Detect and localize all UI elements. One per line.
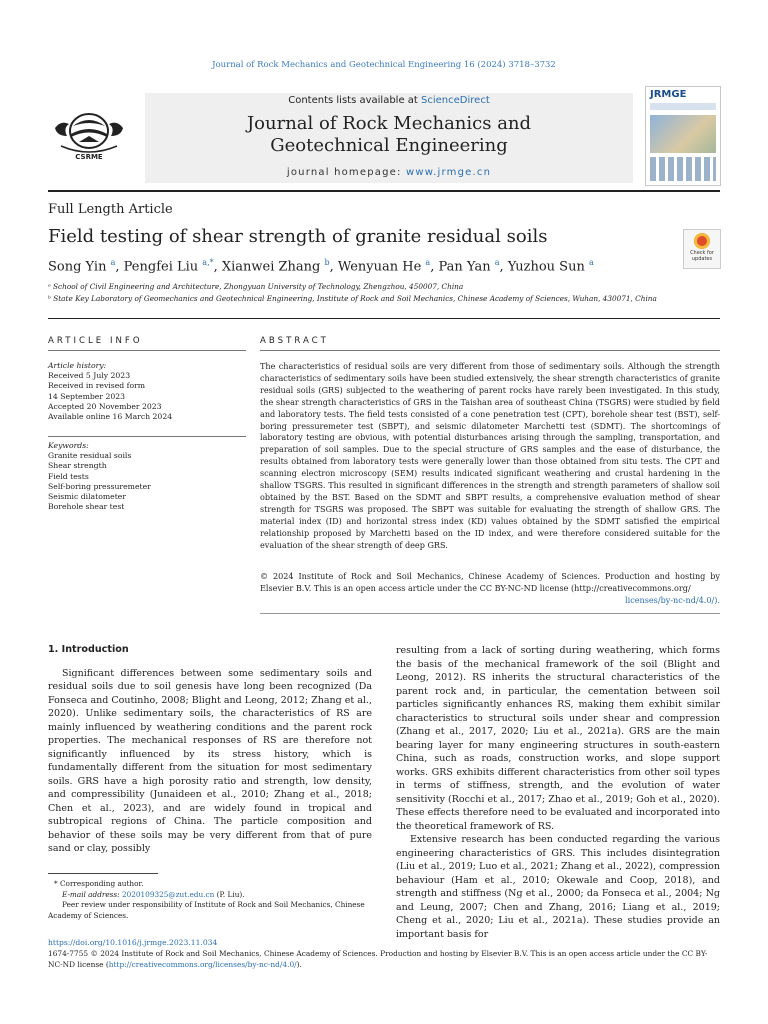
author-affiliation-marker[interactable]: a,* (202, 258, 214, 267)
author-affiliation-marker[interactable]: b (324, 258, 330, 267)
email-suffix: (P. Liu). (216, 889, 245, 899)
keyword: Field tests (48, 471, 89, 481)
history-divider (48, 436, 246, 437)
history-item: Available online 16 March 2024 (48, 412, 173, 422)
abstract-heading: ABSTRACT (260, 336, 329, 346)
homepage-link[interactable]: www.jrmge.cn (405, 167, 492, 178)
license-url[interactable]: http://creativecommons.org/licenses/by-nc-nd/4.0/ (108, 959, 297, 969)
abstract-copyright (260, 571, 720, 607)
cover-title: JRMGE (650, 89, 687, 100)
body-column-left (48, 643, 372, 856)
history-item: Received 5 July 2023 (48, 371, 131, 381)
license-statement (48, 949, 720, 970)
sciencedirect-link[interactable]: ScienceDirect (421, 95, 490, 106)
contents-prefix: Contents lists available at (288, 95, 418, 106)
journal-homepage (145, 167, 633, 178)
check-for-updates-button[interactable] (683, 229, 721, 269)
peer-review-note: Peer review under responsibility of Institute of Rock and Soil Mechanics, Chinese Academy of Sciences. (48, 900, 365, 920)
journal-title (145, 113, 633, 157)
license-text: 1674-7755 © 2024 Institute of Rock and Soil Mechanics, Chinese Academy of Sciences. Production and hosting by Elsevier B.V. This is an open access article under the CC BY-NC-ND license ( (48, 949, 708, 969)
body-paragraph: Significant differences between some sedimentary soils and residual soils due to soil genesis have long been recognized (Da Fonseca and Coutinho, 2008; Blight and Leong, 2012; Zhang et al., 2020). Unlike sedimentary soils, the characteristics of RS are mainly influenced by weathering conditions and the parent rock properties. The mechanical responses of RS are therefore not significantly influenced by its stress history, which is fundamentally different from the situation for most sedimentary soils. GRS have a high porosity ratio and strength, low density, and compressibility (Junaideen et al., 2010; Zhang et al., 2018; Chen et al., 2023), and are widely found in tropical and subtropical regions of China. The particle composition and behavior of these soils may be very different from that of pure sand or clay, possibly (48, 667, 372, 854)
footnotes (48, 879, 372, 921)
cover-band (650, 103, 716, 110)
keyword: Shear strength (48, 461, 107, 471)
header-rule (48, 190, 720, 192)
body-column-right (396, 644, 720, 941)
author-affiliation-marker[interactable]: a (588, 258, 594, 267)
homepage-prefix: journal homepage: (286, 167, 402, 178)
email-link[interactable]: 2020109325@zut.edu.cn (121, 889, 215, 899)
csrme-logo (45, 106, 133, 166)
keyword: Granite residual soils (48, 451, 132, 461)
license-end: ). (296, 959, 302, 969)
abstract-rule (260, 350, 720, 351)
history-label: Article history: (48, 361, 107, 370)
author-affiliation-marker[interactable]: a (425, 258, 431, 267)
journal-title-line2: Geotechnical Engineering (270, 135, 508, 156)
section-heading: 1. Introduction (48, 644, 129, 655)
body-paragraph: Extensive research has been conducted regarding the various engineering characteristics of GRS. This includes disintegration (Liu et al., 2019; Luo et al., 2021; Zhang et al., 2022), compression behaviour (Ham et al., 2010; Okewale and Coop, 2018), and strength and stiffness (Ng et al., 2000; da Fonseca et al., 2004; Ng and Leung, 2007; Chen and Zhang, 2016; Liang et al., 2019; Cheng et al., 2020; Liu et al., 2021a). These studies provide an important basis for (396, 834, 720, 940)
info-rule (48, 318, 720, 319)
keywords-block (48, 441, 246, 512)
author-affiliation-marker[interactable]: a (110, 258, 116, 267)
email-label: E-mail address: (62, 889, 120, 899)
email-line (48, 890, 372, 901)
author-affiliation-marker[interactable]: a (494, 258, 500, 267)
author-name[interactable]: Pengfei Liu (123, 259, 199, 275)
license-link[interactable]: licenses/by-nc-nd/4.0/). (625, 594, 720, 605)
journal-citation[interactable]: Journal of Rock Mechanics and Geotechnical Engineering 16 (2024) 3718–3732 (212, 60, 556, 70)
check-updates-icon (694, 233, 710, 249)
affiliation-a: ᵃ School of Civil Engineering and Architecture, Zhongyuan University of Technology, Zhengzhou, 450007, China (48, 282, 464, 291)
footnote-rule (48, 873, 158, 874)
cover-thumbnails (650, 157, 716, 181)
doi-link[interactable]: https://doi.org/10.1016/j.jrmge.2023.11.034 (48, 938, 218, 947)
author-name[interactable]: Pan Yan (438, 259, 491, 275)
history-item: Received in revised form (48, 381, 146, 391)
abstract-text: The characteristics of residual soils are very different from those of sedimentary soils. Although the strength characteristics of sedimentary soils have been studied extensively, the shear strength characteristics of granite residual soils (GRS) subjected to the weathering of parent rocks have rarely been investigated. In this study, the shear strength characteristics of GRS in the Taishan area of southeast China (TSGRS) were studied by field and laboratory tests. The field tests consisted of a cone penetration test (CPT), borehole shear test (BST), self-boring pressuremeter test (SBPT), and seismic dilatometer Marchetti test (SDMT). The shortcomings of laboratory testing are obvious, with potential disturbances arising through the sampling, transportation, and preparation of soil samples. Due to the special structure of GRS samples and the ease of disturbance, the results obtained from laboratory tests were generally lower than those obtained from situ tests. The CPT and scanning electron microscopy (SEM) results indicated significant weathering and crustal hardening in the shallow TSGRS. This resulted in significant differences in the strength and strength parameters of shallow soil obtained by the BST. Based on the SDMT and SBPT results, a comprehensive evaluation method of shear strength for TSGRS was proposed. The SBPT was suitable for evaluating the strength of shallow GRS. The material index (ID) and horizontal stress index (KD) values obtained by the SDMT satisfied the empirical relationship proposed by Marchetti based on the ID index, and were therefore considered suitable for the evaluation of the shear strength of deep GRS. (260, 361, 720, 550)
check-updates-label: Check for updates (690, 250, 714, 262)
history-item: Accepted 20 November 2023 (48, 401, 162, 411)
abstract-end-rule (260, 613, 720, 614)
journal-title-line1: Journal of Rock Mechanics and (246, 113, 532, 134)
keyword: Seismic dilatometer (48, 492, 127, 502)
author-name[interactable]: Yuzhou Sun (507, 259, 585, 275)
article-type: Full Length Article (48, 202, 173, 217)
keywords-label: Keywords: (48, 441, 89, 450)
author-name[interactable]: Wenyuan He (337, 259, 422, 275)
keyword: Borehole shear test (48, 502, 125, 512)
keyword: Self-boring pressuremeter (48, 481, 151, 491)
author-name[interactable]: Xianwei Zhang (221, 259, 321, 275)
article-history (48, 361, 246, 422)
article-info-heading: ARTICLE INFO (48, 336, 143, 346)
csrme-logo-text: CSRME (75, 153, 103, 161)
corresponding-author-note: * Corresponding author. (54, 879, 144, 888)
author-name[interactable]: Song Yin (48, 259, 107, 275)
copyright-text: © 2024 Institute of Rock and Soil Mechanics, Chinese Academy of Sciences. Production and hosting by Elsevier B.V. This is an open access article under the CC BY-NC-ND license (http://creativecommons.org/ (260, 571, 720, 593)
history-item: 14 September 2023 (48, 391, 126, 401)
affiliation-b: ᵇ State Key Laboratory of Geomechanics and Geotechnical Engineering, Institute of Rock and Soil Mechanics, Chinese Academy of Sciences, Wuhan, 430071, China (48, 294, 657, 303)
author-list: Song Yin $^a$, Pengfei Liu $^{a,*}$, Xianwei Zhang $^b$, Wenyuan He $^a$, Pan Yan $^a$, Yuzhou Sun $^a$ (48, 258, 594, 275)
cover-photo (650, 115, 716, 153)
contents-line (145, 95, 633, 106)
article-title: Field testing of shear strength of granite residual soils (48, 226, 548, 247)
journal-cover-image[interactable] (645, 86, 721, 186)
body-paragraph: resulting from a lack of sorting during weathering, which forms the basis of the mechanical framework of the soil (Blight and Leong, 2012). RS inherits the structural characteristics of the parent rock and, in particular, the cementation between soil particles significantly enhances RS, making them exhibit similar characteristics to structural soils under shear and compression (Zhang et al., 2017, 2020; Liu et al., 2021a). GRS are the main bearing layer for many engineering structures in south-eastern China, such as roads, construction works, and slope support works. GRS exhibits different characteristics from other soil types in terms of stiffness, strength, and the evolution of water sensitivity (Rocchi et al., 2017; Zhao et al., 2019; Goh et al., 2020). These effects therefore need to be evaluated and incorporated into the theoretical framework of RS. (396, 645, 720, 832)
article-info-rule (48, 350, 246, 351)
